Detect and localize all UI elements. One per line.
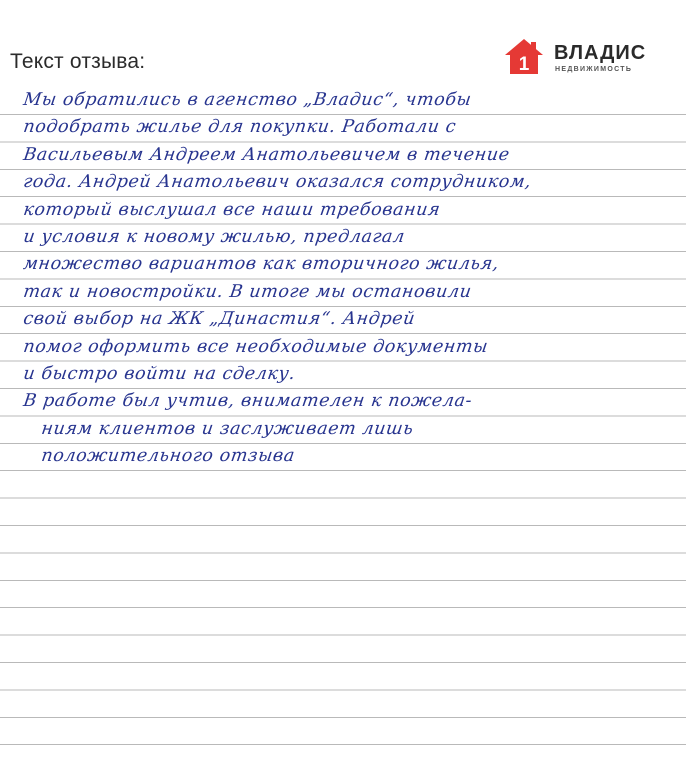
handwritten-line: так и новостройки. В итоге мы остановили: [22, 281, 473, 302]
logo-tagline: НЕДВИЖИМОСТЬ: [555, 66, 633, 73]
handwritten-line: В работе был учтив, внимателен к пожела-: [22, 391, 474, 412]
handwritten-line: множество вариантов как вторичного жилья,: [22, 254, 501, 275]
handwritten-line: и быстро войти на сделку.: [22, 364, 297, 384]
handwritten-line: свой выбор на ЖК „Династия“. Андрей: [22, 309, 417, 330]
handwritten-line: и условия к новому жилью, предлагал: [22, 227, 407, 247]
handwritten-line: подобрать жилье для покупки. Работали с: [22, 117, 458, 138]
form-title: Текст отзыва:: [10, 50, 146, 73]
handwritten-line: ниям клиентов и заслуживает лишь: [40, 418, 415, 439]
form-header: [0, 0, 686, 86]
handwritten-line: положительного отзыва: [40, 446, 297, 467]
lined-sheet: [0, 86, 686, 768]
house-logo-icon: [504, 38, 544, 76]
handwritten-line: помог оформить все необходимые документы: [22, 336, 490, 357]
vladis-logo: [504, 38, 664, 78]
logo-name: ВЛАДИС: [554, 42, 647, 64]
handwritten-line: который выслушал все наши требования: [22, 199, 442, 220]
handwritten-line: Мы обратились в агенство „Владис“, чтобы: [22, 90, 473, 110]
logo-mark-digit: 1: [518, 54, 530, 75]
handwritten-line: года. Андрей Анатольевич оказался сотрудником,: [22, 172, 533, 193]
handwritten-line: Васильевым Андреем Анатольевичем в течение: [22, 144, 512, 165]
